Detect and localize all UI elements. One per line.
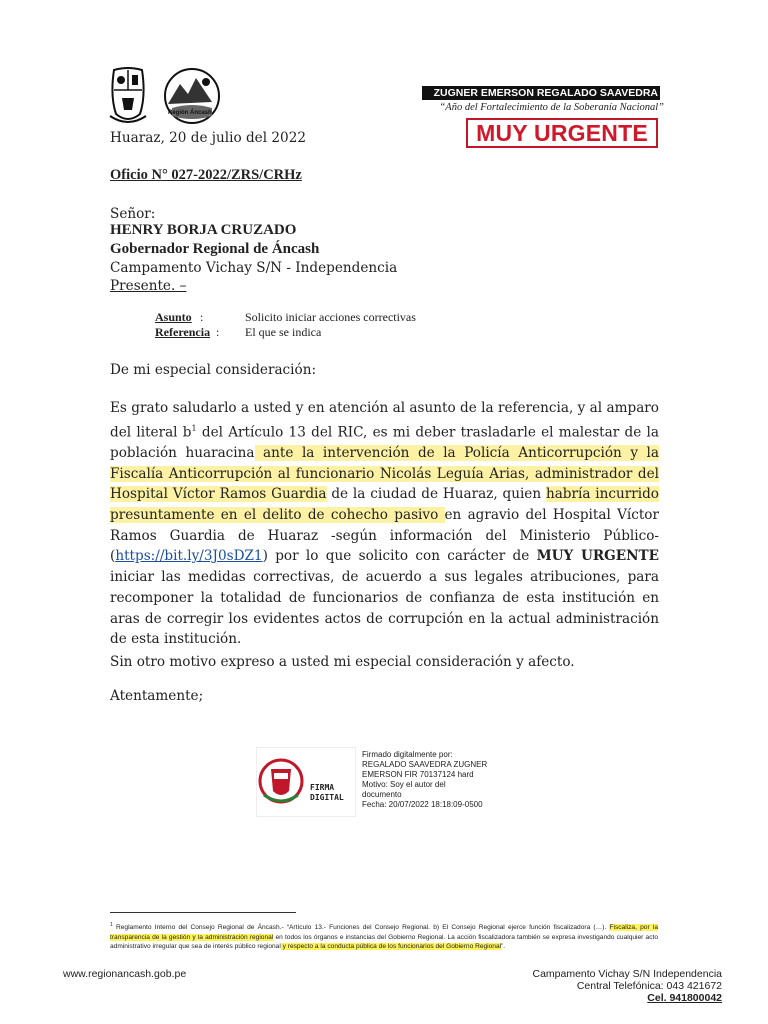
recipient-title: Gobernador Regional de Áncash [110,241,320,257]
footer-cel: Cel. 941800042 [647,992,722,1004]
asunto-colon: : [200,310,204,324]
body-text-2: del Artículo 13 del RIC, es mi deber trasladarle el malestar de la población huaracina [110,424,659,461]
highlight-intervention: ante la intervención de la Policía Anticorrupción y la Fiscalía Anticorrupción al funcionario Nicolás Leguía Arias, administrador del Hospital Víctor Ramos Guardia [110,444,659,503]
peru-seal-icon [256,747,356,817]
body-text-1: Es grato saludarlo a usted y en atención al asunto de la referencia, y al amparo del literal b [110,400,659,441]
author-name-bar: ZUGNER EMERSON REGALADO SAAVEDRA [422,86,660,100]
highlight-cohecho: habría incurrido presuntamente en el delito de cohecho pasivo [110,486,659,524]
sig-line-5: documento [362,790,402,799]
greeting: De mi especial consideración: [110,362,317,378]
peru-coat-of-arms-icon [108,66,228,128]
signature-details [362,750,522,810]
referencia-colon: : [216,325,220,339]
letter-body [110,398,659,650]
place-date: Huaraz, 20 de julio del 2022 [110,130,306,146]
footnote-rule [110,912,296,913]
source-link[interactable]: https://bit.ly/3J0sDZ1 [115,548,263,565]
region-logo-text: Región Áncash [168,110,212,116]
footnote [110,921,658,952]
body-text-5: ) por lo que solicito con carácter de [262,548,537,565]
asunto-value: Solicito iniciar acciones correctivas [245,310,416,324]
year-motto: “Año del Fortalecimiento de la Soberanía Nacional” [439,102,664,113]
header-logos [108,66,228,128]
referencia-label: Referencia [155,325,211,339]
body-text-6: iniciar las medidas correctivas, de acuerdo a sus legales atribuciones, para recomponer la totalidad de funcionarios de confianza de esta institución en aras de corregir los evidentes actos de corrupción en la actual administración de esta institución. [110,569,659,648]
sig-line-3: EMERSON FIR 70137124 hard [362,770,474,779]
recipient-address: Campamento Vichay S/N - Independencia [110,260,398,276]
sig-line-4: Motivo: Soy el autor del [362,780,446,789]
footnote-highlight-1: Fiscaliza, por la transparencia de la gestión y la administración regional [110,924,658,941]
closing: Sin otro motivo expreso a usted mi especial consideración y afecto. [110,654,575,670]
digital-signature-seal [256,747,356,817]
footnote-number: 1 [110,922,113,928]
footnote-text-1: Reglamento Interno del Consejo Regional de Áncash.- “Artículo 13.- Funciones del Consejo Regional. b) El Consejo Regional ejerce función fiscalizadora (…). [112,924,610,932]
urgent-inline: MUY URGENTE [536,548,659,565]
footer-address: Campamento Vichay S/N Independencia [532,968,722,980]
footnote-text-2: en todos los órganos e instancias del Gobierno Regional. La acción fiscalizadora también se expresa investigando cualquier acto administrativo irregular que sea de interés público regional [110,933,659,951]
recipient-name: HENRY BORJA CRUZADO [110,222,297,238]
oficio-number: Oficio N° 027-2022/ZRS/CRHz [110,167,302,183]
atentamente: Atentamente; [110,688,204,704]
footnote-ref: 1 [191,423,197,433]
footer-contact [532,968,722,1004]
asunto-label: Asunto [155,310,192,324]
footnote-highlight-2: y respecto a la conducta pública de los funcionarios del Gobierno Regional [280,943,502,951]
body-text-3: de la ciudad de Huaraz, quien [326,486,546,503]
presente: Presente. – [110,278,187,294]
sig-line-2: REGALADO SAAVEDRA ZUGNER [362,760,488,769]
body-text-4: en agravio del Hospital Víctor Ramos Guardia de Huaraz -según información del Ministerio Público- ( [110,507,659,565]
firma-digital-label: FIRMA DIGITAL [310,783,344,802]
referencia-value: El que se indica [245,325,322,339]
footer-phone: Central Telefónica: 043 421672 [576,980,722,992]
salute: Señor: [110,206,156,222]
footnote-text-3: ”. [501,943,506,951]
sig-line-1: Firmado digitalmente por: [362,750,453,759]
urgent-badge: MUY URGENTE [466,118,658,148]
footer-website[interactable]: www.regionancash.gob.pe [63,968,187,980]
sig-line-6: Fecha: 20/07/2022 18:18:09-0500 [362,800,483,809]
